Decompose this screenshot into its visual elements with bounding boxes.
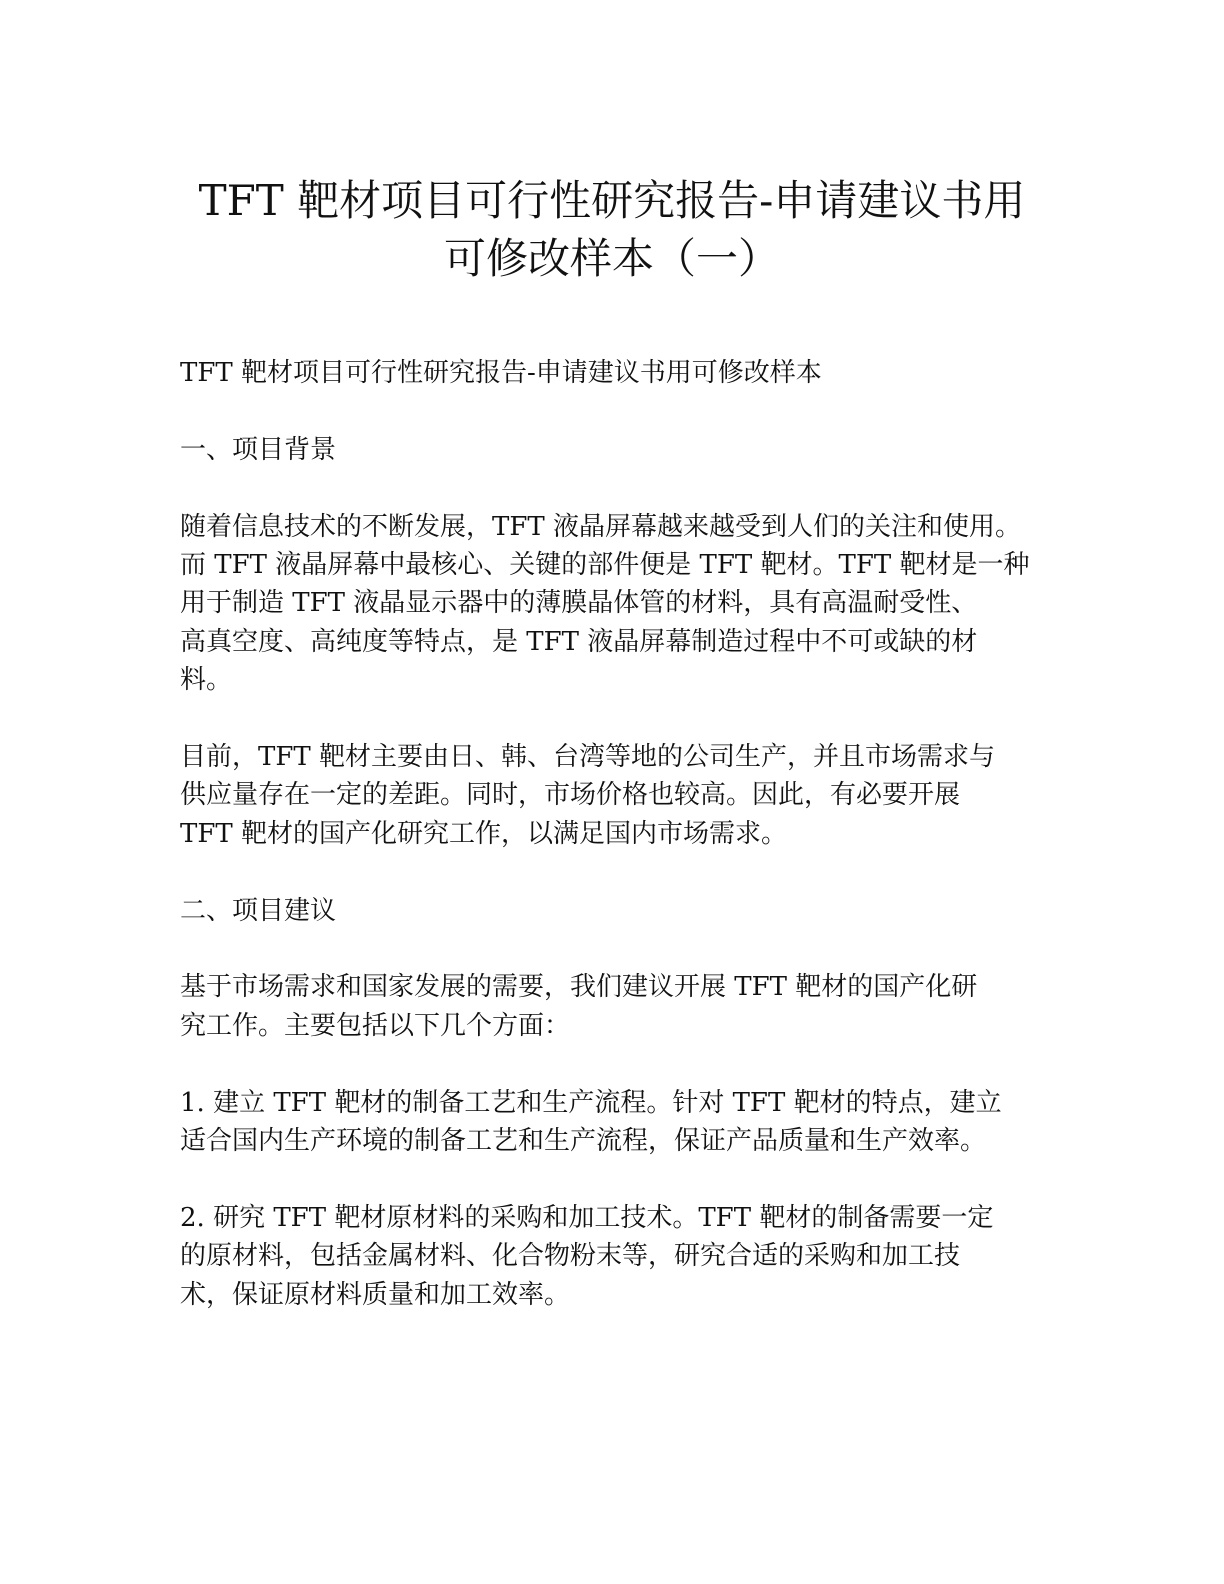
document-subtitle: TFT 靶材项目可行性研究报告-申请建议书用可修改样本: [180, 358, 822, 388]
document-body: [180, 354, 1060, 1352]
paragraph-background-2: 目前，TFT 靶材主要由日、韩、台湾等地的公司生产，并且市场需求与 供应量存在一定的差距。同时，市场价格也较高。因此，有必要开展 TFT 靶材的国产化研究工作，以满足国内市场需求。: [180, 742, 995, 849]
paragraph-proposal-intro: 基于市场需求和国家发展的需要，我们建议开展 TFT 靶材的国产化研 究工作。主要包括以下几个方面：: [180, 972, 978, 1041]
list-item-1: 1. 建立 TFT 靶材的制备工艺和生产流程。针对 TFT 靶材的特点，建立 适合国内生产环境的制备工艺和生产流程，保证产品质量和生产效率。: [180, 1087, 1002, 1157]
paragraph-background-1: 随着信息技术的不断发展，TFT 液晶屏幕越来越受到人们的关注和使用。 而 TFT 液晶屏幕中最核心、关键的部件便是 TFT 靶材。TFT 靶材是一种 用于制造 TFT 液晶显示器中的薄膜晶体管的材料，具有高温耐受性、 高真空度、高纯度等特点，是 TFT 液晶屏幕制造过程中不可或缺的材 料。: [180, 511, 1030, 696]
section-heading-proposal: 二、项目建议: [180, 895, 337, 926]
list-item-2: 2. 研究 TFT 靶材原材料的采购和加工技术。TFT 靶材的制备需要一定 的原材料，包括金属材料、化合物粉末等，研究合适的采购和加工技 术，保证原材料质量和加工效率。: [180, 1202, 994, 1310]
document-title-line-1: TFT 靶材项目可行性研究报告-申请建议书用: [198, 176, 1026, 225]
section-heading-background: 一、项目背景: [180, 434, 337, 465]
document-title-line-2: 可修改样本（一）: [443, 234, 780, 283]
document-title: [150, 172, 1074, 288]
